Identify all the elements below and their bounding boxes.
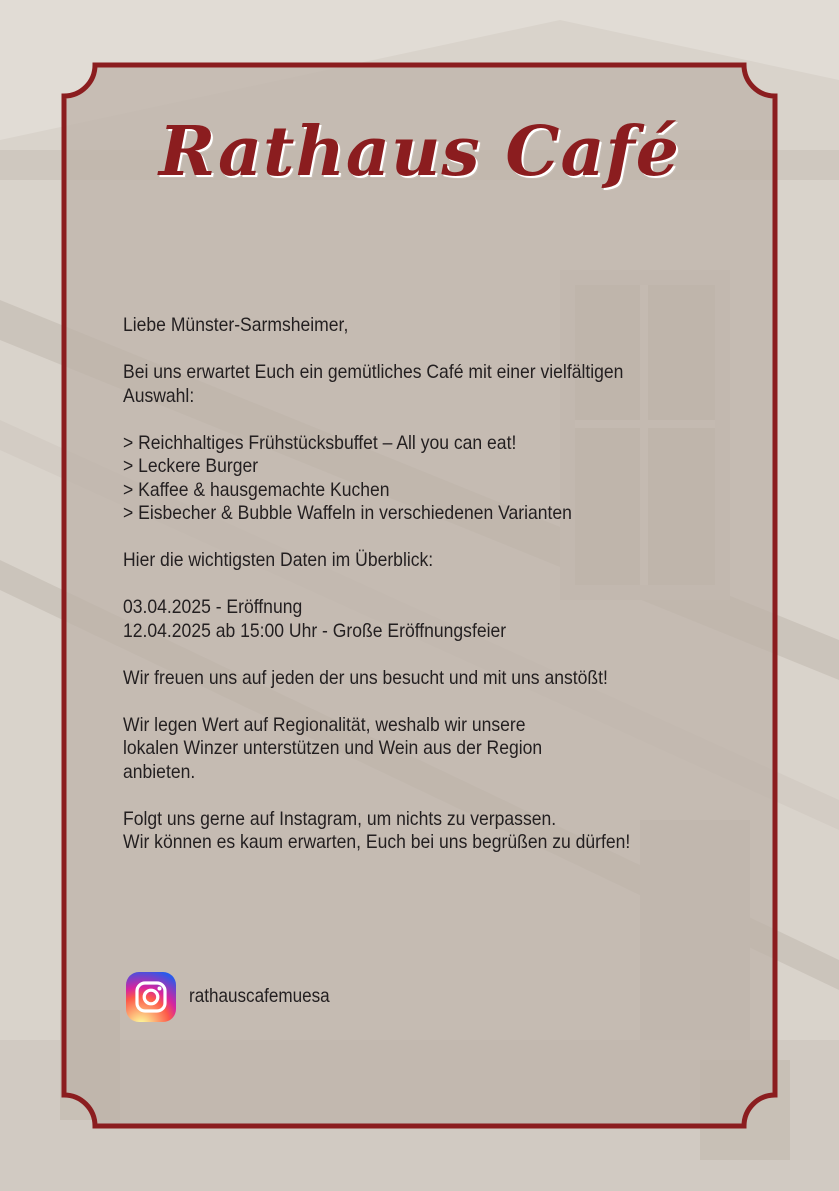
cafe-title: Rathaus Café <box>158 112 681 192</box>
regional-line: anbieten. <box>123 760 196 783</box>
dates-heading: Hier die wichtigsten Daten im Überblick: <box>123 549 434 571</box>
closing-line: Wir können es kaum erwarten, Euch bei uns begrüßen zu dürfen! <box>123 831 631 853</box>
greeting: Liebe Münster-Sarmsheimer, <box>123 314 349 336</box>
flyer-body <box>123 314 645 878</box>
offering-item: > Reichhaltiges Frühstücksbuffet – All you can eat! <box>123 431 517 454</box>
closing-line: Folgt uns gerne auf Instagram, um nichts zu verpassen. <box>123 807 557 830</box>
closing-paragraph <box>123 808 645 855</box>
offerings-list <box>123 432 645 526</box>
instagram-link[interactable] <box>126 972 345 1022</box>
regional-line: lokalen Winzer unterstützen und Wein aus der Region <box>123 737 543 759</box>
date-item: 12.04.2025 ab 15:00 Uhr - Große Eröffnungsfeier <box>123 619 507 642</box>
intro-paragraph <box>123 361 645 408</box>
regional-line: Wir legen Wert auf Regionalität, weshalb wir unsere <box>123 713 526 736</box>
dates-list <box>123 596 645 643</box>
offering-item: > Leckere Burger <box>123 455 259 477</box>
offering-item: > Kaffee & hausgemachte Kuchen <box>123 478 390 501</box>
intro-line: Bei uns erwartet Euch ein gemütliches Café mit einer vielfältigen <box>123 361 624 383</box>
instagram-handle[interactable]: rathauscafemuesa <box>189 986 330 1007</box>
welcome-text: Wir freuen uns auf jeden der uns besucht und mit uns anstößt! <box>123 666 608 689</box>
instagram-icon[interactable] <box>126 972 176 1022</box>
date-item: 03.04.2025 - Eröffnung <box>123 596 303 618</box>
regional-paragraph <box>123 714 645 785</box>
intro-line: Auswahl: <box>123 384 195 407</box>
offering-item: > Eisbecher & Bubble Waffeln in verschiedenen Varianten <box>123 502 572 524</box>
